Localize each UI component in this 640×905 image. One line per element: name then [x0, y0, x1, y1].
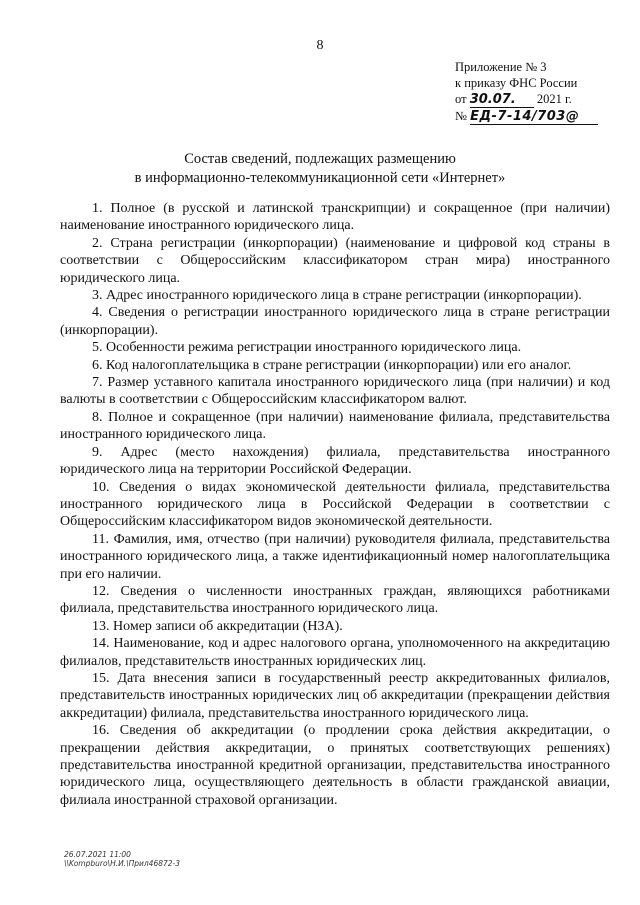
appendix-order-ref: к приказу ФНС России	[455, 76, 578, 90]
list-item: 13. Номер записи об аккредитации (НЗА).	[92, 618, 343, 634]
items-list	[60, 200, 610, 809]
list-item: 15. Дата внесения записи в государственный реестр аккредитованных филиалов, представительств иностранных юридических лиц об аккредитации (прекращении действия аккредитации) филиала, представительства иностранного юридического лица.	[60, 670, 610, 721]
list-item: 8. Полное и сокращенное (при наличии) наименование филиала, представительства иностранного юридического лица.	[60, 409, 610, 443]
appendix-number-line	[455, 108, 598, 125]
list-item: 14. Наименование, код и адрес налогового органа, уполномоченного на аккредитацию филиалов, представительств иностранных юридических лиц.	[60, 636, 610, 669]
appendix-date-line	[455, 91, 598, 108]
list-item: 12. Сведения о численности иностранных граждан, являющихся работниками филиала, представительства иностранного юридического лица.	[60, 583, 610, 617]
list-item: 16. Сведения об аккредитации (о продлении срока действия аккредитации, о прекращении действия аккредитации, о принятых соответствующих решениях) представительства иностранной кредитной организации, представительства иностранного юридического лица, осуществляющего деятельность в области гражданской авиации, филиала иностранной страховой организации.	[60, 723, 610, 808]
number-prefix: №	[455, 109, 467, 123]
list-item: 1. Полное (в русской и латинской транскрипции) и сокращенное (при наличии) наименование иностранного юридического лица.	[60, 201, 610, 234]
list-item: 6. Код налогоплательщика в стране регистрации (инкорпорации) или его аналог.	[92, 357, 572, 373]
appendix-title: Приложение № 3	[455, 60, 547, 74]
list-item: 7. Размер уставного капитала иностранного юридического лица (при наличии) и код валюты в соответствии с Общероссийским классификатором валют.	[60, 375, 610, 408]
list-item: 4. Сведения о регистрации иностранного юридического лица в стране регистрации (инкорпорации).	[60, 305, 610, 338]
footer-timestamp: 26.07.2021 11:00	[64, 850, 131, 859]
list-item: 10. Сведения о видах экономической деятельности филиала, представительства иностранного юридического лица в Российской Федерации в соответствии с Общероссийским классификатором видов экономической деятельности.	[60, 479, 610, 530]
list-item: 9. Адрес (место нахождения) филиала, представительства иностранного юридического лица на территории Российской Федерации.	[60, 444, 610, 478]
date-prefix: от	[455, 92, 467, 106]
page-number: 8	[316, 38, 324, 53]
handwritten-date: 30.07.	[470, 93, 534, 108]
footer-file-path: \\Kompburo\Н.И.\Прил46872-3	[64, 859, 181, 868]
title-line-1: Состав сведений, подлежащих размещению	[184, 151, 456, 167]
document-title	[0, 150, 640, 188]
footer	[64, 850, 180, 868]
list-item: 2. Страна регистрации (инкорпорации) (наименование и цифровой код страны в соответствии с Общероссийским классификатором стран мира) иностранного юридического лица.	[60, 235, 610, 286]
title-line-2: в информационно-телекоммуникационной сети «Интернет»	[134, 170, 506, 186]
list-item: 5. Особенности режима регистрации иностранного юридического лица.	[92, 340, 522, 356]
date-suffix: 2021 г.	[536, 92, 572, 106]
list-item: 3. Адрес иностранного юридического лица в стране регистрации (инкорпорации).	[92, 288, 582, 304]
appendix-block	[455, 59, 598, 125]
handwritten-order-number: ЕД-7-14/703@	[470, 110, 598, 125]
list-item: 11. Фамилия, имя, отчество (при наличии) руководителя филиала, представительства иностранного юридического лица, а также идентификационный номер налогоплательщика при его наличии.	[60, 531, 610, 582]
